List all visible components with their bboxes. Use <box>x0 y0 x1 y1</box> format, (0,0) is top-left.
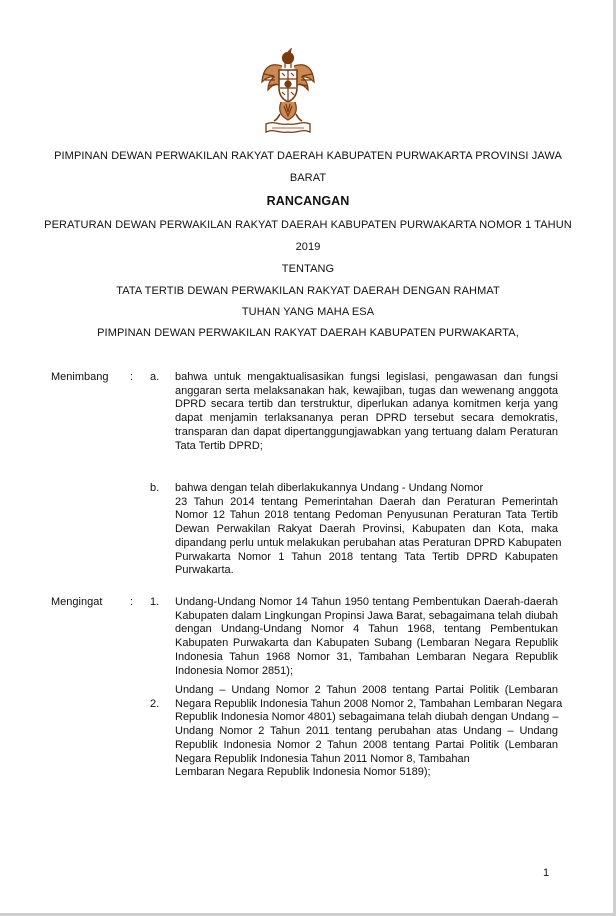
text-line: Indonesia Tahun 1968 Nomor 31, Tambahan Lembaran Negara Republik <box>175 650 558 663</box>
text-line: Undang Nomor 2 Tahun 2011 tentang perubahan atas Undang – Undang <box>175 725 558 738</box>
menimbang-b-marker: b. <box>150 482 160 494</box>
text-line: Negara Republik Indonesia Tahun 2011 Nomor 8, Tambahan <box>175 752 470 765</box>
mengingat-2-text <box>175 684 563 780</box>
text-line: 23 Tahun 2014 tentang Pemerintahan Daerah dan Peraturan Pemerintah <box>175 495 558 508</box>
document-title: RANCANGAN <box>266 194 350 208</box>
text-line: anggaran serta melaksanakan hak, kewajiban, tugas dan wewenang anggota <box>175 384 558 397</box>
header-line-2: BARAT <box>289 172 327 184</box>
text-line: transparan dan dapat dipertanggungjawabkan yang tertuang dalam Peraturan <box>175 425 558 438</box>
text-line: Kabupaten Purwakarta dan Kabupaten Subang (Lembaran Negara Republik <box>175 637 558 650</box>
menimbang-a-marker: a. <box>150 371 160 383</box>
text-line: Tata Tertib DPRD; <box>175 439 263 452</box>
text-line: Purwakarta. <box>175 564 234 577</box>
mengingat-1-text <box>175 596 558 678</box>
header-line-4: 2019 <box>295 241 321 253</box>
menimbang-a-text <box>175 371 558 453</box>
text-line: Republik Indonesia Nomor 2 Tahun 2008 tentang Partai Politik (Lembaran <box>175 738 558 751</box>
menimbang-b-text <box>175 482 562 578</box>
header-line-8: PIMPINAN DEWAN PERWAKILAN RAKYAT DAERAH KABUPATEN PURWAKARTA, <box>97 327 519 339</box>
text-line: Nomor 12 Tahun 2018 tentang Pedoman Penyusunan Peraturan Tata Tertib <box>175 509 558 522</box>
text-line: Indonesia Nomor 2851); <box>175 664 294 677</box>
text-line: dengan Undang-Undang Nomor 4 Tahun 1968, tentang Pembentukan <box>175 623 558 636</box>
header-line-6: TATA TERTIB DEWAN PERWAKILAN RAKYAT DAERAH DENGAN RAHMAT <box>116 285 500 297</box>
text-line: bahwa untuk mengaktualisasikan fungsi legislasi, pengawasan dan fungsi <box>175 371 558 383</box>
header-line-5: TENTANG <box>281 263 335 275</box>
menimbang-colon: : <box>130 371 134 383</box>
text-line: dipandang perlu untuk melakukan perubahan atas Peraturan DPRD Kabupaten <box>175 536 562 549</box>
header-line-1: PIMPINAN DEWAN PERWAKILAN RAKYAT DAERAH KABUPATEN PURWAKARTA PROVINSI JAWA <box>54 150 562 162</box>
text-line: Lembaran Negara Republik Indonesia Nomor 5189); <box>175 766 431 779</box>
garuda-emblem <box>260 48 316 142</box>
text-line: Undang-Undang Nomor 14 Tahun 1950 tentang Pembentukan Daerah-daerah <box>175 596 558 608</box>
header-line-7: TUHAN YANG MAHA ESA <box>241 306 375 318</box>
text-line: Purwakarta Nomor 1 Tahun 2018 tentang Tata Tertib DPRD Kabupaten <box>175 550 558 563</box>
text-line: Republik Indonesia Nomor 4801) sebagaimana telah diubah dengan Undang – <box>175 711 559 724</box>
text-line: dapat menjamin terlaksananya peran DPRD tersebut secara demokratis, <box>175 412 558 425</box>
text-line: Undang – Undang Nomor 2 Tahun 2008 tentang Partai Politik (Lembaran <box>175 684 558 696</box>
mengingat-label: Mengingat <box>51 596 103 608</box>
text-line: Negara Republik Indonesia Tahun 2008 Nomor 2, Tambahan Lembaran Negara <box>175 697 563 710</box>
text-line: bahwa dengan telah diberlakukannya Undang - Undang Nomor <box>175 482 484 494</box>
mengingat-1-marker: 1. <box>150 596 160 608</box>
mengingat-2-marker: 2. <box>150 698 160 710</box>
text-line: Kabupaten dalam Lingkungan Propinsi Jawa Barat, sebagaimana telah diubah <box>175 609 558 622</box>
text-line: DPRD secara tertib dan terstruktur, diperlukan adanya komitmen kerja yang <box>175 398 558 411</box>
text-line: Dewan Perwakilan Rakyat Daerah Provinsi, Kabupaten dan Kota, maka <box>175 523 558 536</box>
page-number: 1 <box>543 867 550 879</box>
mengingat-colon: : <box>130 596 134 608</box>
menimbang-label: Menimbang <box>51 371 109 383</box>
header-line-3: PERATURAN DEWAN PERWAKILAN RAKYAT DAERAH KABUPATEN PURWAKARTA NOMOR 1 TAHUN <box>44 219 572 231</box>
